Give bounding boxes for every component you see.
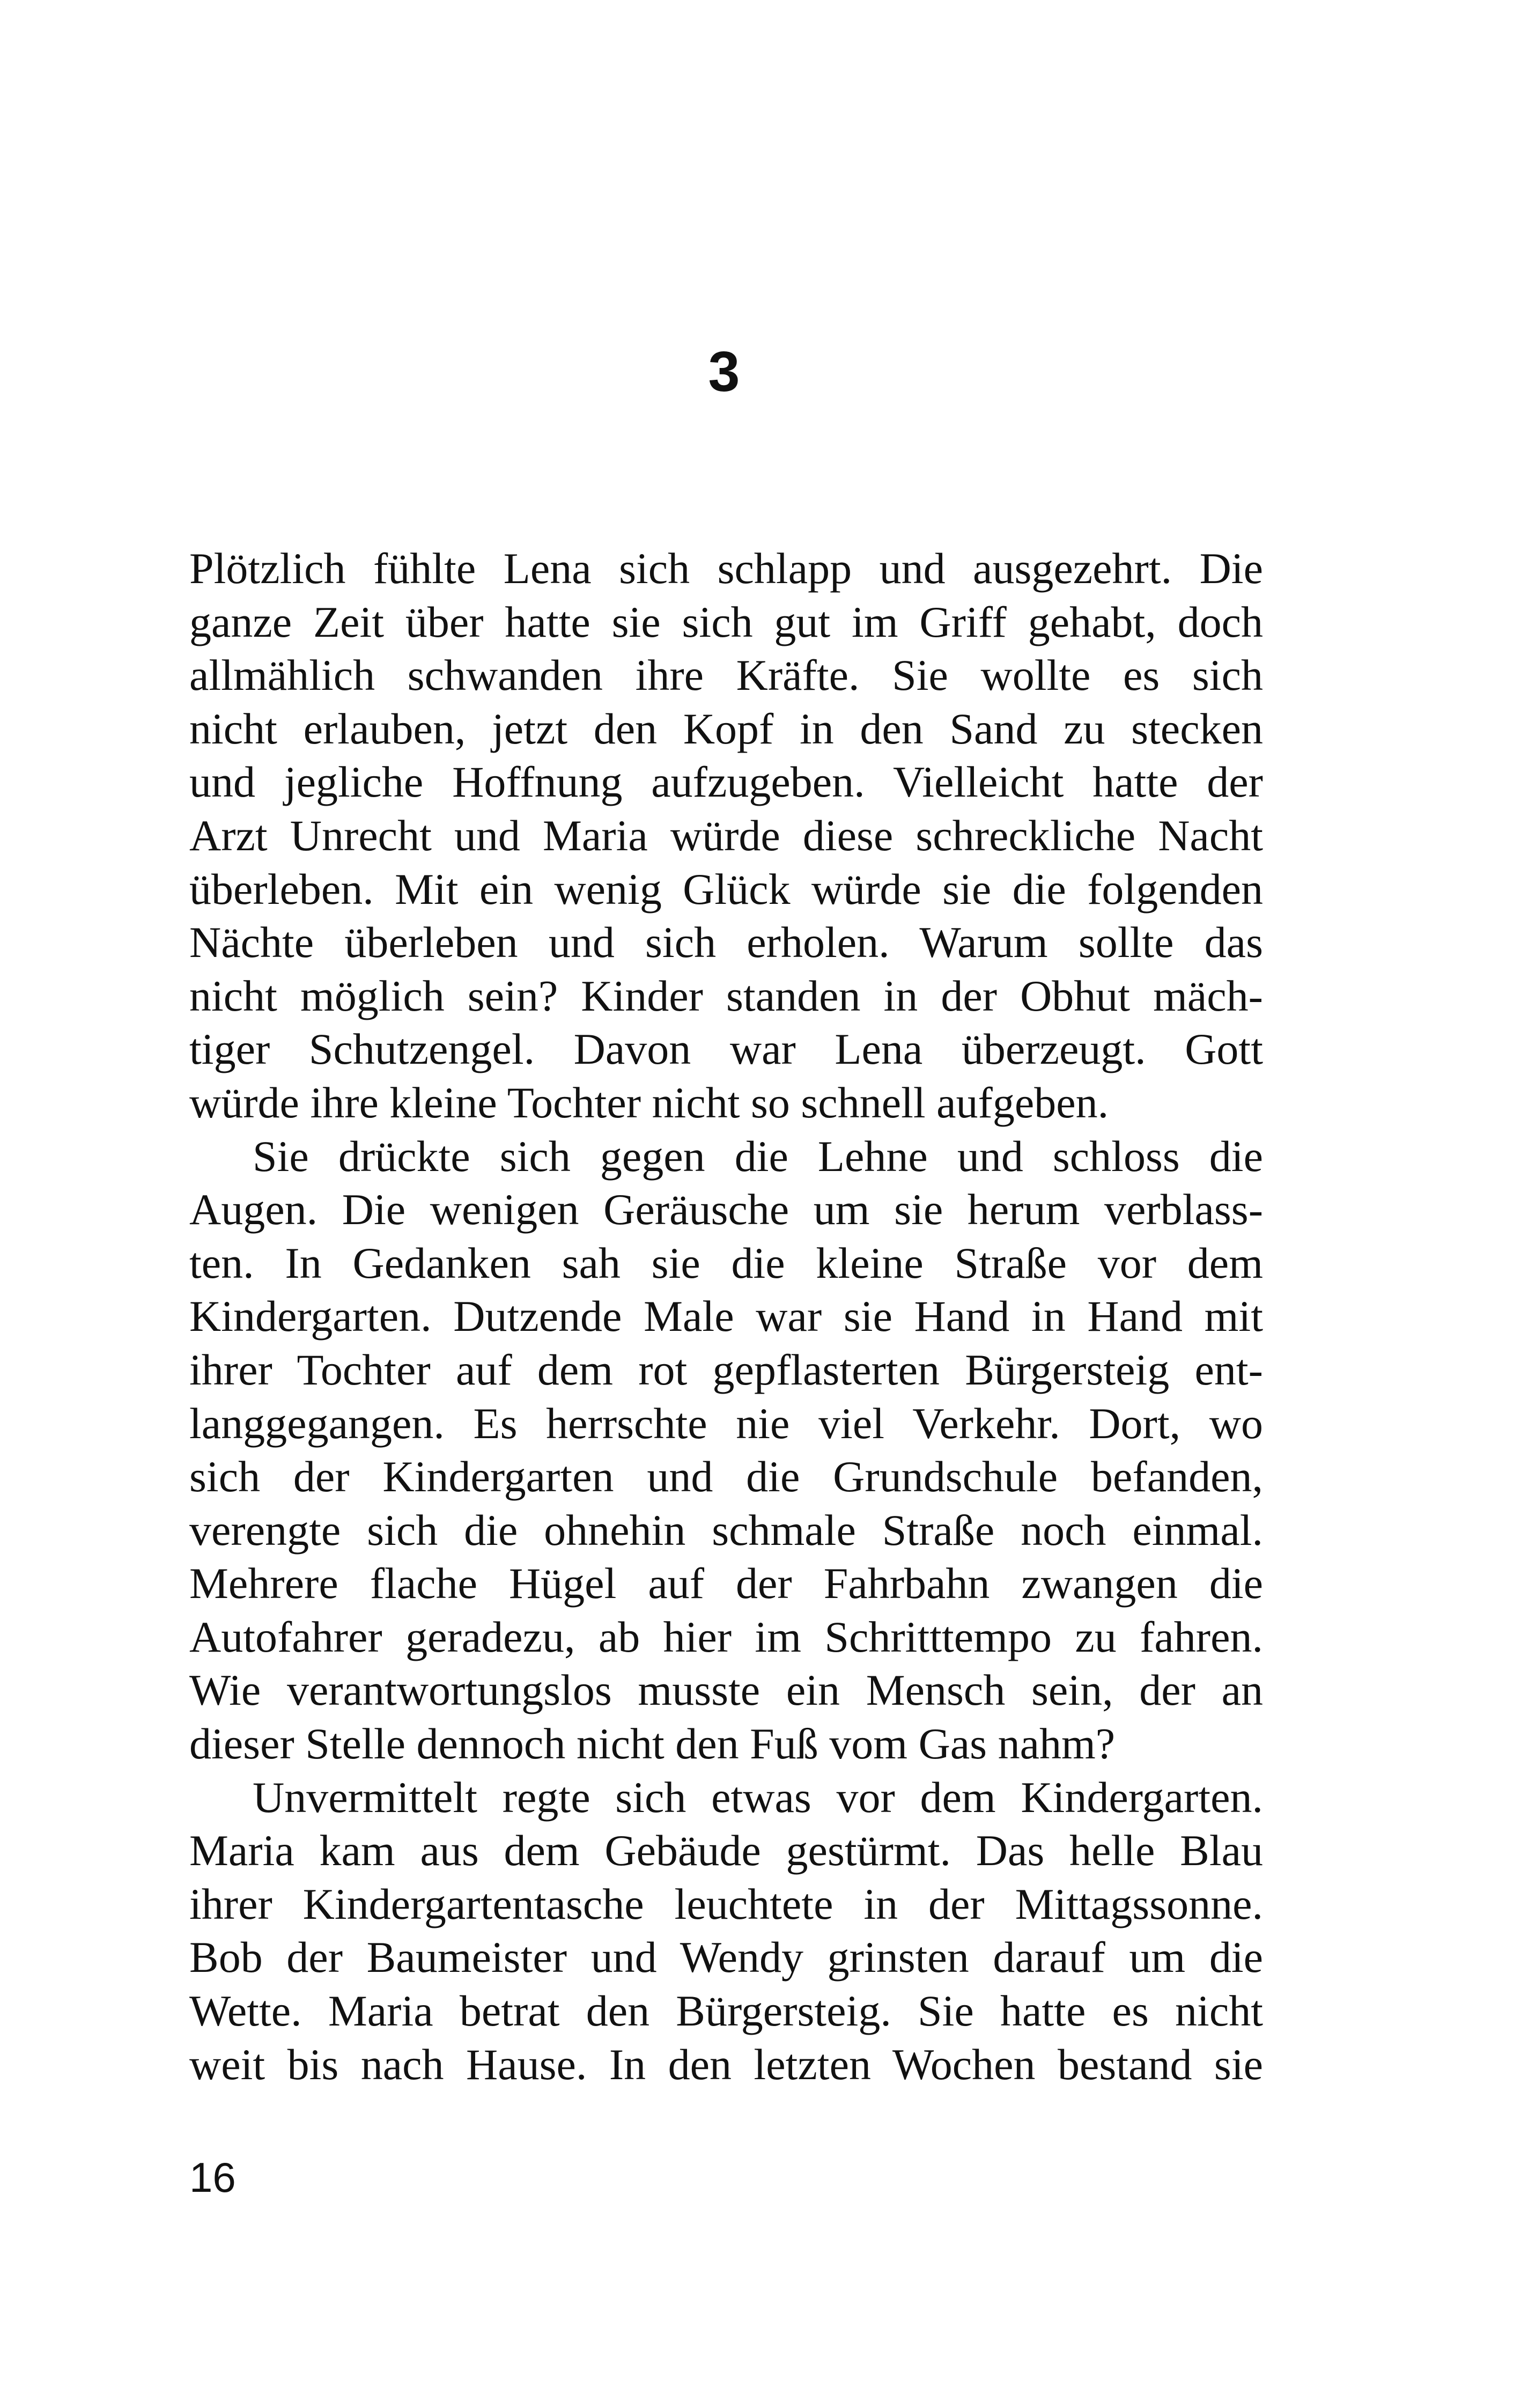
text-line: Bob der Baumeister und Wendy grinsten darauf um die — [189, 1933, 1263, 1982]
text-line: würde ihre kleine Tochter nicht so schnell aufgeben. — [189, 1078, 1109, 1127]
text-line: verengte sich die ohnehin schmale Straße noch einmal. — [189, 1505, 1263, 1555]
text-line: tiger Schutzengel. Davon war Lena überzeugt. Gott — [189, 1025, 1263, 1074]
chapter-body — [189, 542, 1263, 2091]
paragraph — [189, 1130, 1263, 1771]
text-line: dieser Stelle dennoch nicht den Fuß vom Gas nahm? — [189, 1719, 1116, 1769]
text-line: Kindergarten. Dutzende Male war sie Hand in Hand mit — [189, 1292, 1263, 1341]
page-number: 16 — [189, 2154, 236, 2201]
text-line: Nächte überleben und sich erholen. Warum sollte das — [189, 918, 1263, 967]
text-line: nicht erlauben, jetzt den Kopf in den Sand zu stecken — [189, 704, 1263, 753]
text-line: allmählich schwanden ihre Kräfte. Sie wollte es sich — [189, 651, 1263, 700]
text-line: Mehrere flache Hügel auf der Fahrbahn zwangen die — [189, 1559, 1263, 1608]
text-line: Arzt Unrecht und Maria würde diese schreckliche Nacht — [189, 811, 1263, 860]
text-line: Autofahrer geradezu, ab hier im Schritttempo zu fahren. — [189, 1612, 1263, 1661]
text-line: Maria kam aus dem Gebäude gestürmt. Das helle Blau — [189, 1826, 1263, 1875]
paragraph — [189, 1771, 1263, 2092]
text-line: Sie drückte sich gegen die Lehne und schloss die — [253, 1131, 1263, 1181]
text-line: sich der Kindergarten und die Grundschule befanden, — [189, 1452, 1263, 1501]
text-line: ihrer Kindergartentasche leuchtete in der Mittagssonne. — [189, 1879, 1263, 1928]
text-line: Augen. Die wenigen Geräusche um sie herum verblass- — [189, 1185, 1263, 1234]
text-line: und jegliche Hoffnung aufzugeben. Vielleicht hatte der — [189, 757, 1263, 807]
paragraph — [189, 542, 1263, 1130]
text-line: überleben. Mit ein wenig Glück würde sie die folgenden — [189, 864, 1263, 914]
text-line: Unvermittelt regte sich etwas vor dem Kindergarten. — [253, 1772, 1263, 1822]
text-line: langgegangen. Es herrschte nie viel Verkehr. Dort, wo — [189, 1398, 1263, 1448]
text-line: Wie verantwortungslos musste ein Mensch sein, der an — [189, 1666, 1263, 1715]
text-line: Plötzlich fühlte Lena sich schlapp und ausgezehrt. Die — [189, 544, 1263, 593]
text-line: ihrer Tochter auf dem rot gepflasterten Bürgersteig ent- — [189, 1345, 1263, 1394]
text-line: nicht möglich sein? Kinder standen in der Obhut mäch- — [189, 971, 1263, 1020]
text-line: weit bis nach Hause. In den letzten Wochen bestand sie — [189, 2039, 1263, 2089]
text-line: ten. In Gedanken sah sie die kleine Straße vor dem — [189, 1238, 1263, 1287]
text-line: Wette. Maria betrat den Bürgersteig. Sie hatte es nicht — [189, 1986, 1263, 2036]
text-line: ganze Zeit über hatte sie sich gut im Griff gehabt, doch — [189, 597, 1263, 646]
chapter-number: 3 — [708, 340, 740, 403]
